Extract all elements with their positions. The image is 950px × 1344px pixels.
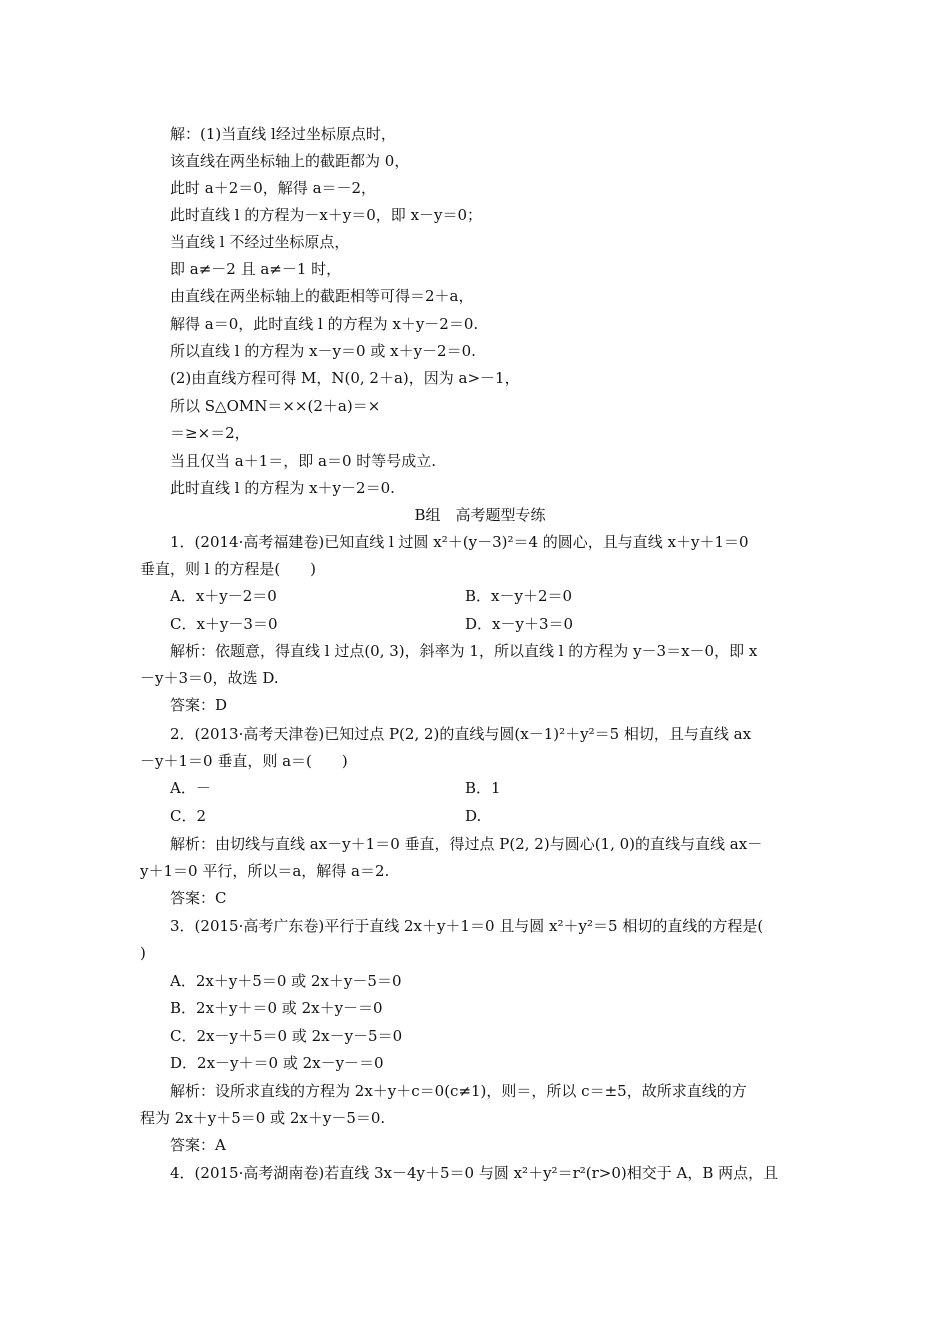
question-1-option-b: B．x－y＋2＝0 (465, 587, 573, 605)
solution-line-8: 解得 a＝0，此时直线 l 的方程为 x＋y－2＝0. (170, 315, 479, 333)
question-1-option-a: A．x＋y－2＝0 (170, 587, 277, 605)
question-2-option-d: D. (465, 807, 482, 825)
question-2-option-a: A．－ (170, 779, 211, 797)
question-1-option-c: C．x＋y－3＝0 (170, 615, 278, 633)
question-2-analysis-line-2: y＋1＝0 平行，所以＝a，解得 a＝2. (140, 862, 390, 880)
question-2-option-b: B．1 (465, 779, 501, 797)
solution-line-6: 即 a≠－2 且 a≠－1 时， (170, 260, 342, 278)
question-2-line-2: －y＋1＝0 垂直，则 a＝( ) (140, 752, 348, 770)
solution-line-1: 解：(1)当直线 l经过坐标原点时， (170, 125, 396, 143)
question-3-line-1: 3．(2015·高考广东卷)平行于直线 2x＋y＋1＝0 且与圆 x²＋y²＝5 相切的直线的方程是( (170, 917, 764, 935)
question-3-answer: 答案：A (170, 1136, 226, 1154)
question-2-analysis-line-1: 解析：由切线与直线 ax－y＋1＝0 垂直，得过点 P(2, 2)与圆心(1, 0)的直线与直线 ax－ (170, 835, 763, 853)
question-1-line-2: 垂直，则 l 的方程是( ) (140, 560, 317, 578)
question-3-analysis-line-2: 程为 2x＋y＋5＝0 或 2x＋y－5＝0. (140, 1109, 386, 1127)
solution-line-5: 当直线 l 不经过坐标原点， (170, 233, 350, 251)
question-2-line-1: 2．(2013·高考天津卷)已知过点 P(2, 2)的直线与圆(x－1)²＋y²＝5 相切，且与直线 ax (170, 725, 752, 743)
question-3-analysis-line-1: 解析：设所求直线的方程为 2x＋y＋c＝0(c≠1)，则＝，所以 c＝±5，故所求直线的方 (170, 1082, 747, 1100)
question-1-analysis-line-2: －y＋3＝0，故选 D. (140, 669, 279, 687)
question-1-answer: 答案：D (170, 696, 228, 714)
solution-line-10: (2)由直线方程可得 M，N(0, 2＋a)，因为 a>－1， (170, 369, 520, 387)
question-4-line-1: 4．(2015·高考湖南卷)若直线 3x－4y＋5＝0 与圆 x²＋y²＝r²(r>0)相交于 A，B 两点，且 (170, 1164, 779, 1182)
question-3-option-d: D．2x－y＋＝0 或 2x－y－＝0 (170, 1054, 384, 1072)
question-1-line-1: 1．(2014·高考福建卷)已知直线 l 过圆 x²＋(y－3)²＝4 的圆心，且与直线 x＋y＋1＝0 (170, 533, 749, 551)
solution-line-7: 由直线在两坐标轴上的截距相等可得＝2＋a， (170, 287, 474, 305)
solution-line-4: 此时直线 l 的方程为－x＋y＝0，即 x－y＝0； (170, 206, 483, 224)
solution-line-14: 此时直线 l 的方程为 x＋y－2＝0. (170, 479, 395, 497)
question-2-answer: 答案：C (170, 889, 227, 907)
question-1-analysis-line-1: 解析：依题意，得直线 l 过点(0, 3)，斜率为 1，所以直线 l 的方程为 y－3＝x－0，即 x (170, 642, 758, 660)
question-3-option-c: C．2x－y＋5＝0 或 2x－y－5＝0 (170, 1027, 403, 1045)
solution-line-11: 所以 S△OMN＝××(2＋a)＝× (170, 397, 381, 415)
question-2-option-c: C．2 (170, 807, 207, 825)
question-3-line-2: ) (140, 944, 146, 962)
solution-line-9: 所以直线 l 的方程为 x－y＝0 或 x＋y－2＝0. (170, 342, 476, 360)
solution-line-12: ＝≥×＝2， (170, 424, 250, 442)
section-heading: B组 高考题型专练 (414, 506, 546, 524)
solution-line-3: 此时 a＋2＝0，解得 a＝－2， (170, 179, 377, 197)
question-3-option-a: A．2x＋y＋5＝0 或 2x＋y－5＝0 (170, 972, 402, 990)
solution-line-2: 该直线在两坐标轴上的截距都为 0， (170, 152, 410, 170)
question-1-option-d: D．x－y＋3＝0 (465, 615, 574, 633)
question-3-option-b: B．2x＋y＋＝0 或 2x＋y－＝0 (170, 999, 383, 1017)
solution-line-13: 当且仅当 a＋1＝，即 a＝0 时等号成立. (170, 452, 437, 470)
